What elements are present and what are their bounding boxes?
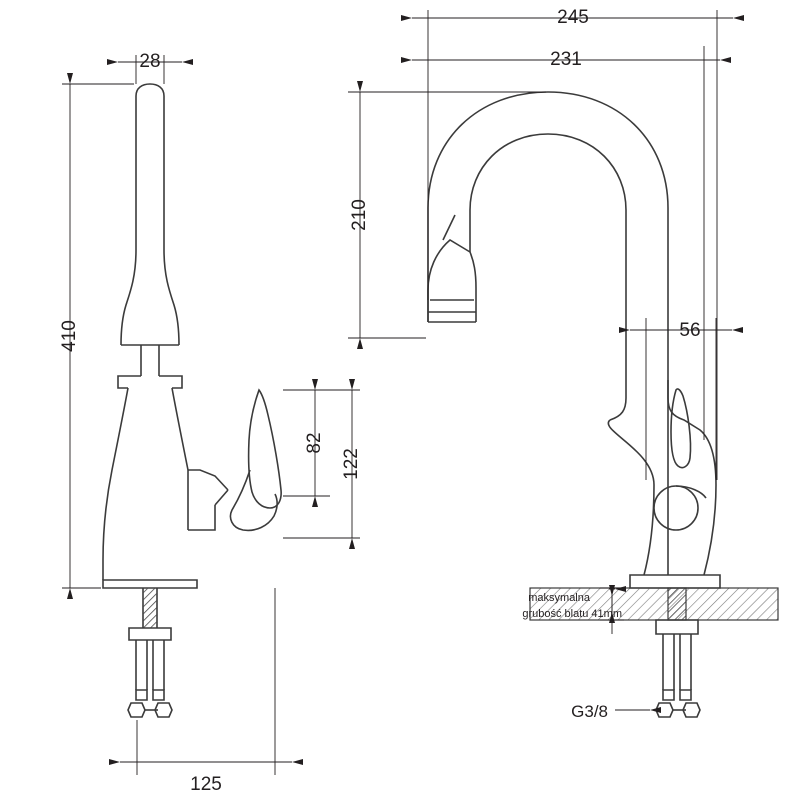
handle-ring (654, 486, 698, 530)
dim-label-210: 210 (349, 199, 371, 231)
spout-right-edge (164, 96, 179, 345)
body-right-profile (172, 388, 188, 530)
left-view-dimensions (62, 55, 363, 775)
lever-arm-lower (188, 505, 215, 530)
sprayhead-seam (443, 215, 455, 240)
body-shoulder-right (159, 376, 182, 388)
stud-foot-right (153, 690, 164, 700)
spout-left-edge (121, 96, 136, 345)
right-base-plate (630, 575, 720, 588)
body-right-outer (668, 380, 716, 575)
body-left-profile (103, 388, 128, 580)
countertop-note-line-1: maksymalna (528, 592, 590, 604)
spout-tip-cap (136, 84, 164, 96)
body-left-outer (608, 420, 654, 575)
dim-label-245: 245 (557, 7, 589, 29)
body-finial (671, 389, 691, 468)
body-left-shoulder (610, 380, 626, 420)
right-stud-foot-left (663, 690, 674, 700)
mounting-nut (129, 628, 171, 640)
countertop-note-line-2: grubość blatu 41mm (522, 608, 622, 620)
dim-label-125: 125 (190, 774, 222, 796)
gooseneck-inner (470, 134, 626, 380)
lever-arm-diagonal (215, 490, 228, 505)
dim-label-231: 231 (550, 49, 582, 71)
dim-label-28: 28 (139, 51, 161, 73)
body-shoulder-left (118, 376, 141, 388)
left-faucet-view (103, 84, 281, 717)
shank-hatch (143, 588, 157, 628)
thread-size-label: G3/8 (571, 702, 608, 721)
hose-fitting-left (128, 703, 145, 717)
body-base-plate (103, 580, 197, 588)
lever-arm-upper (188, 470, 228, 490)
stud-foot-left (136, 690, 147, 700)
dim-label-122: 122 (341, 448, 363, 480)
dim-label-410: 410 (59, 320, 81, 352)
lever-handle-base (230, 470, 277, 530)
right-mounting-nut (656, 620, 698, 634)
right-faucet-view (428, 92, 778, 717)
dim-label-56: 56 (679, 320, 701, 342)
right-shank-hatch (668, 588, 686, 620)
dimension-texts (59, 7, 701, 795)
dim-label-82: 82 (304, 432, 326, 454)
right-hose-fitting-left (656, 703, 673, 717)
lever-handle (249, 390, 282, 508)
gooseneck-outer (428, 92, 668, 575)
right-stud-foot-right (680, 690, 691, 700)
sprayhead-top-left (428, 240, 470, 322)
